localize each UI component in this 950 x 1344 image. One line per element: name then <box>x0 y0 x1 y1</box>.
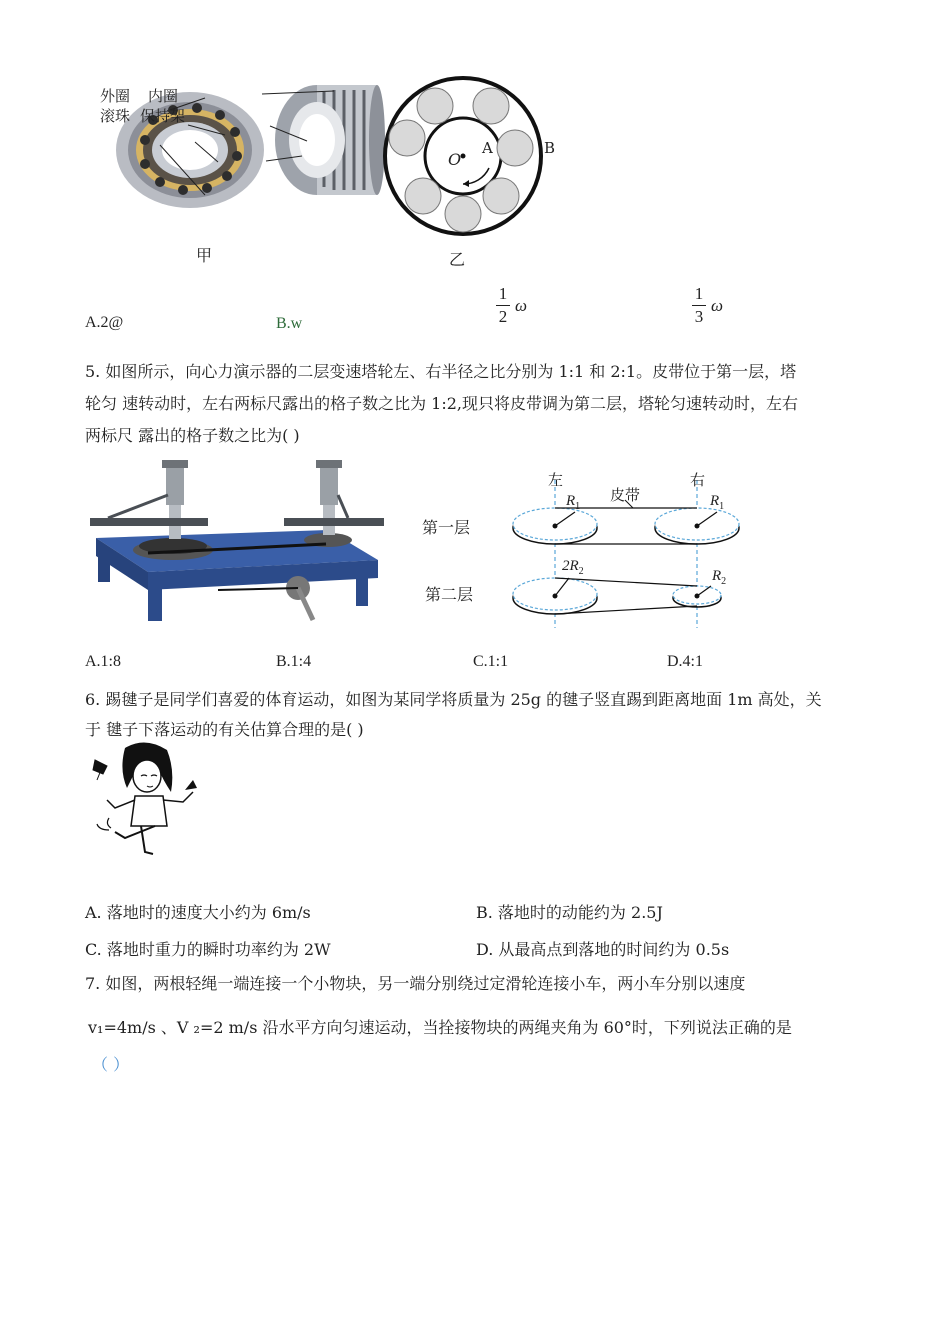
q5-stem-line2: 轮匀 速转动时，左右两标尺露出的格子数之比为 1:2,现只将皮带调为第二层，塔轮匀速转动时，左右 <box>85 394 799 413</box>
q5-stem-line1: 5. 如图所示，向心力演示器的二层变速塔轮左、右半径之比分别为 1:1 和 2:1。皮带位于第一层，塔 <box>85 362 797 381</box>
q7-stem-line2: v₁=4m/s 、V ₂=2 m/s 沿水平方向匀速运动，当拴接物块的两绳夹角为 60°时，下列说法正确的是 <box>88 1018 792 1037</box>
fraction-bar <box>692 305 706 306</box>
caption-jia: 甲 <box>196 246 213 265</box>
subscript-2: 2 <box>578 566 584 577</box>
label-r1-right: $R_1$ <box>710 493 725 512</box>
label-outer-ring: 外圈 <box>100 87 131 105</box>
q4-option-c-numerator: 1 <box>498 284 508 303</box>
q4-option-d-denominator: 3 <box>694 307 704 326</box>
q5-option-a: A.1:8 <box>85 653 121 670</box>
label-balls: 滚珠 <box>100 107 131 125</box>
q4-option-b: B.w <box>276 315 303 332</box>
q6-stem-line2: 于 毽子下落运动的有关估算合理的是( ) <box>85 720 364 739</box>
q6-option-b: B. 落地时的动能约为 2.5J <box>476 903 663 922</box>
q4-option-c-fraction <box>496 284 510 327</box>
point-o-label: O <box>448 150 462 169</box>
point-a-label: A <box>482 139 493 157</box>
label-left: 左 <box>548 471 564 489</box>
point-b-label: B <box>544 139 556 157</box>
fraction-bar <box>496 305 510 306</box>
label-r2-right: $R_2$ <box>712 568 727 587</box>
q4-option-d-fraction <box>692 284 706 327</box>
leader-lines-side <box>262 86 342 176</box>
q7-stem-line1: 7. 如图，两根轻绳一端连接一个小物块，另一端分别绕过定滑轮连接小车，两小车分别以速度 <box>85 974 746 993</box>
label-inner-ring: 内圈 <box>148 87 179 105</box>
q4-option-c-denominator: 2 <box>498 307 508 326</box>
bearing-schematic <box>383 76 543 236</box>
q6-option-a: A. 落地时的速度大小约为 6m/s <box>85 903 311 922</box>
centripetal-apparatus-figure <box>88 460 388 632</box>
label-right: 右 <box>690 471 706 489</box>
q4-option-a: A.2@ <box>85 314 124 331</box>
subscript-2: 2 <box>721 576 727 587</box>
shuttlecock-girl-illustration <box>85 740 205 862</box>
label-layer1: 第一层 <box>422 518 471 537</box>
q5-stem-line3: 两标尺 露出的格子数之比为( ) <box>85 426 300 445</box>
label-layer2: 第二层 <box>425 585 474 604</box>
q6-option-d: D. 从最高点到落地的时间约为 0.5s <box>476 940 730 959</box>
label-2r2-left: $2R_2$ <box>562 558 584 577</box>
q5-option-d: D.4:1 <box>667 653 703 670</box>
label-cage: 保持架 <box>140 107 186 125</box>
label-belt: 皮带 <box>610 486 641 504</box>
subscript-1: 1 <box>575 501 581 512</box>
q5-option-b: B.1:4 <box>276 653 312 670</box>
q4-option-c-omega: ω <box>515 296 528 315</box>
label-r1-left: $R_1$ <box>566 493 581 512</box>
q6-option-c: C. 落地时重力的瞬时功率约为 2W <box>85 940 331 959</box>
q6-stem-line1: 6. 踢毽子是同学们喜爱的体育运动，如图为某同学将质量为 25g 的毽子竖直踢到距离地面 1m 高处，关 <box>85 690 822 709</box>
q4-option-d-omega: ω <box>711 296 724 315</box>
q5-option-c: C.1:1 <box>473 653 509 670</box>
q7-answer-parentheses: （ ） <box>92 1055 130 1074</box>
q4-option-d-numerator: 1 <box>694 284 704 303</box>
subscript-1: 1 <box>719 501 725 512</box>
caption-yi: 乙 <box>449 250 466 269</box>
